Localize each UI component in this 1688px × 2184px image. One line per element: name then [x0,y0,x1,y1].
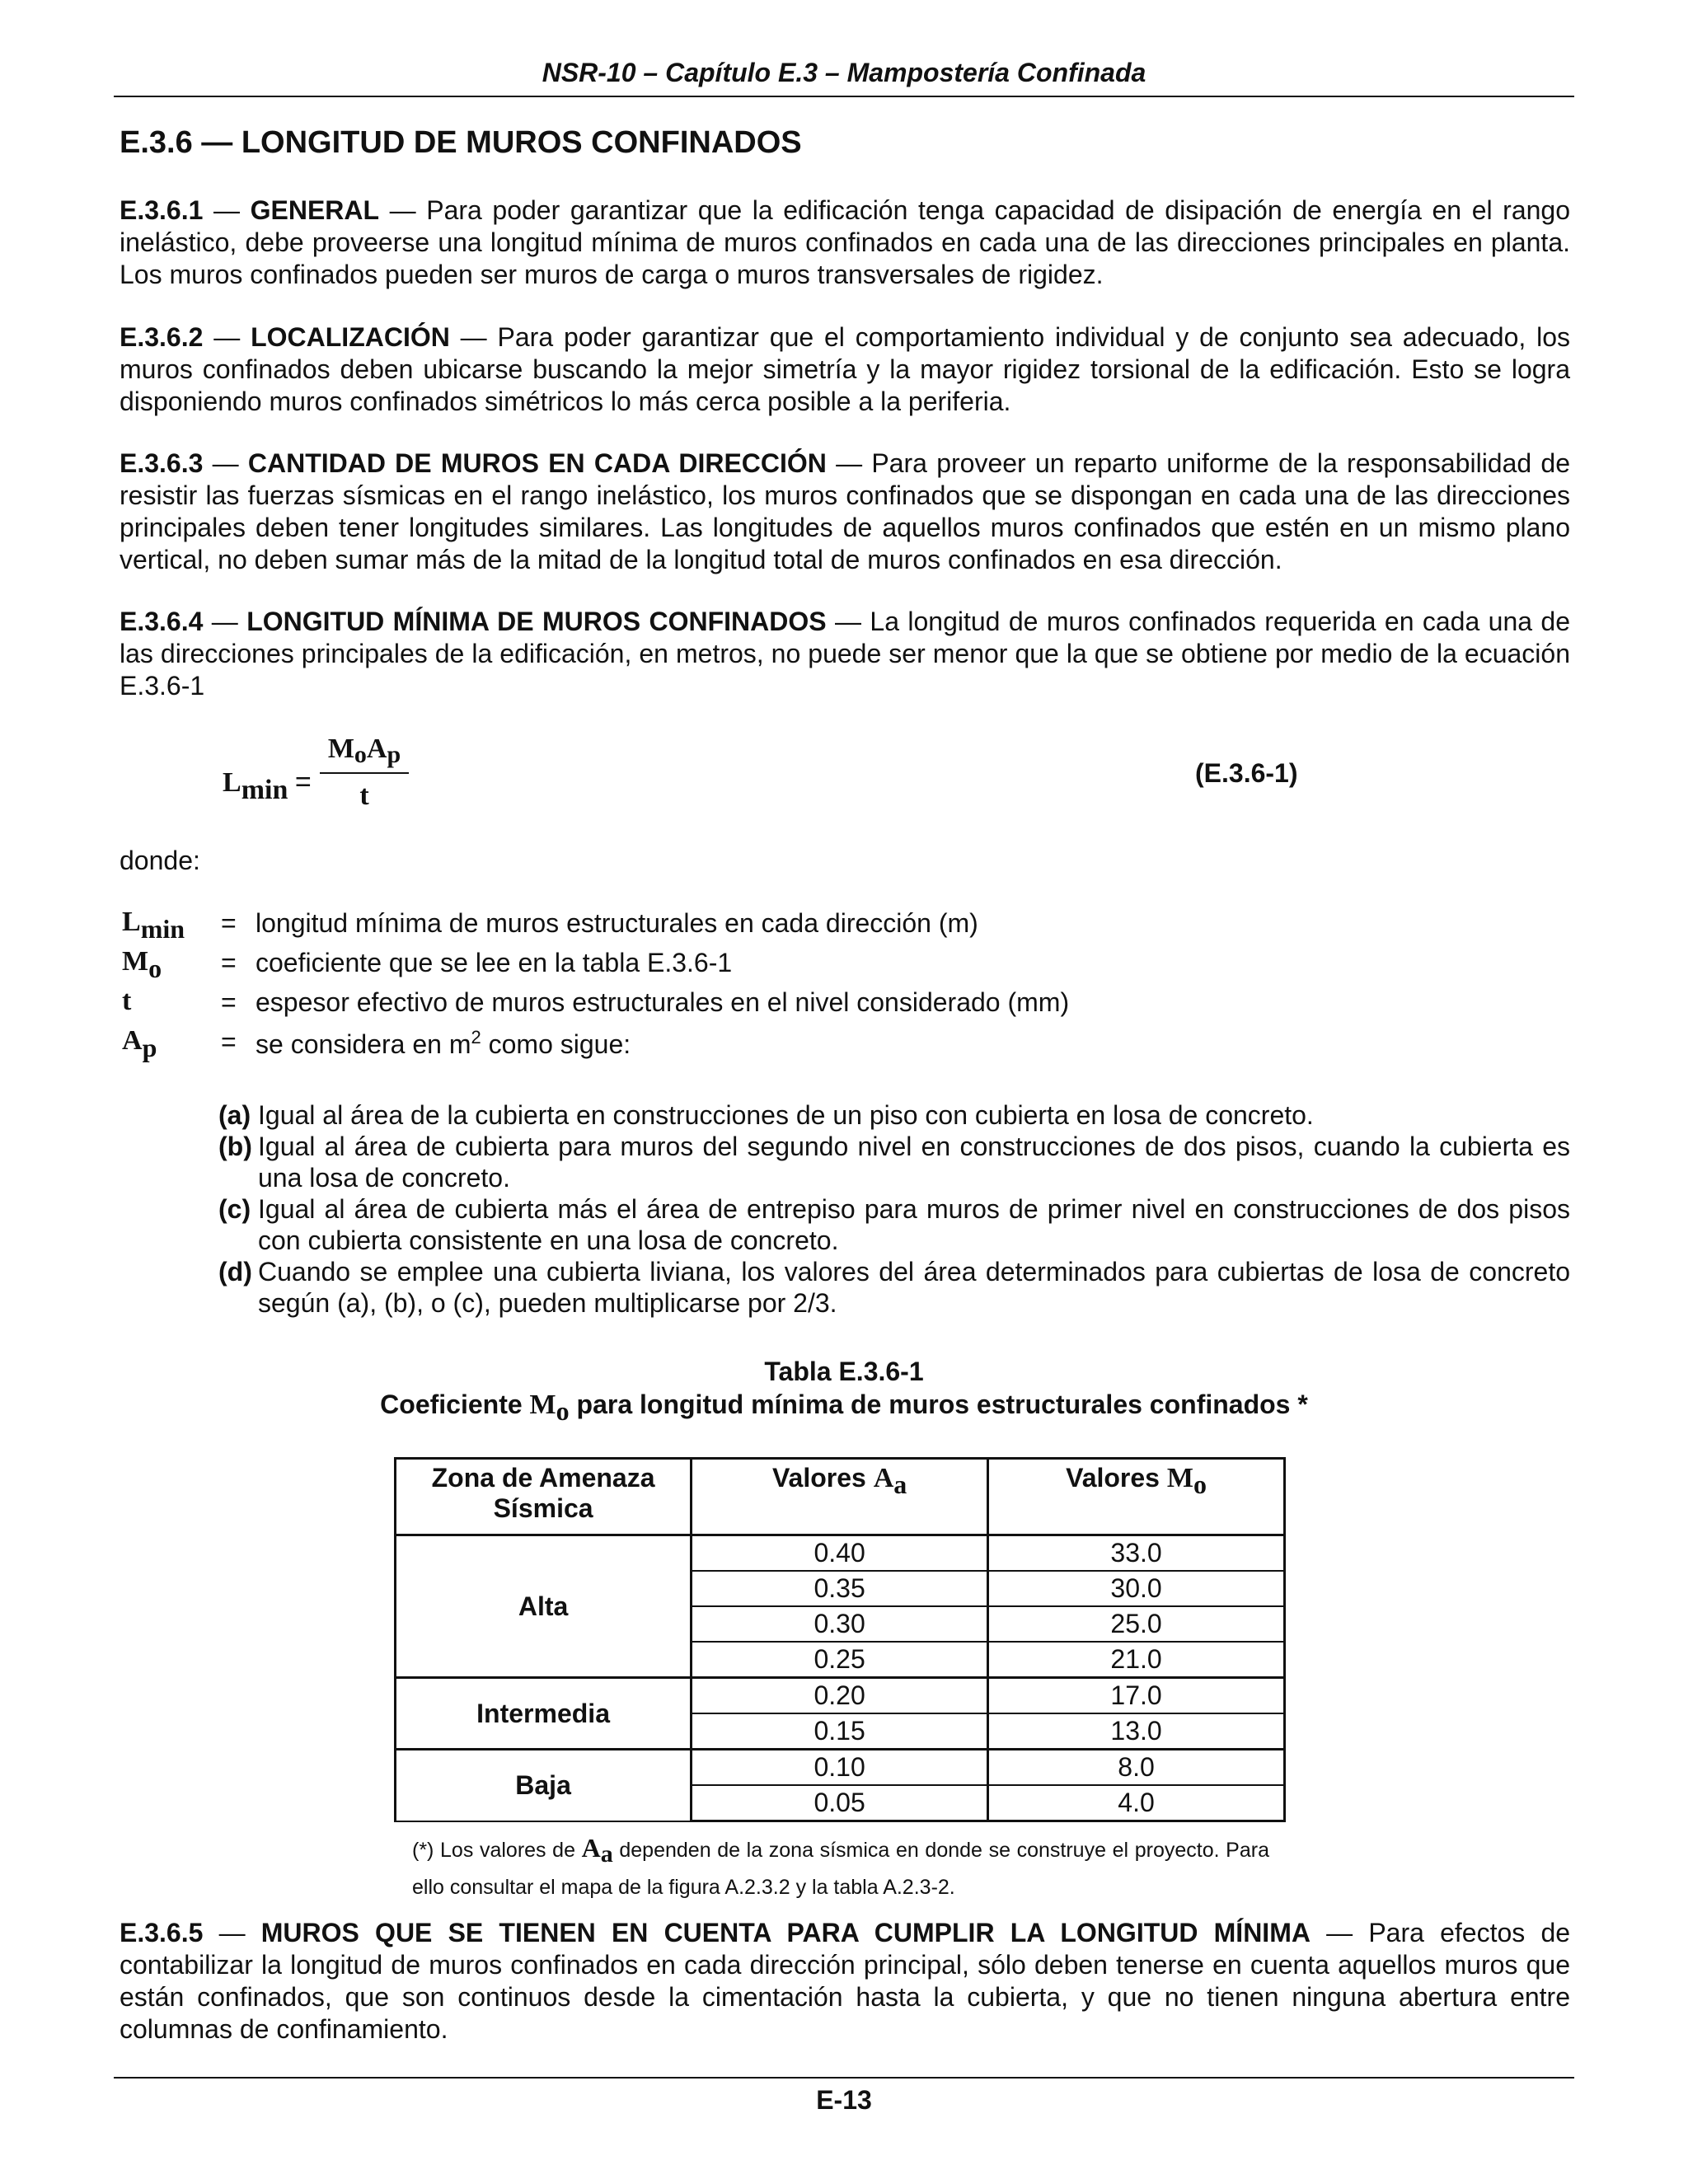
clause-heading: GENERAL [250,195,380,225]
footer-divider [114,2077,1574,2079]
fraction-numerator: $M_oA_p$ [320,733,409,774]
symbol: $A_p$ [122,1025,157,1062]
equation-number: (E.3.6-1) [1195,758,1298,788]
clause-number: E.3.6.1 [120,195,204,225]
paragraph-e-3-6-1 [120,194,1570,291]
table-row [396,1535,1285,1572]
em-dash: — [1310,1918,1369,1947]
clause-heading: LONGITUD MÍNIMA DE MUROS CONFINADOS [246,607,827,636]
mo-cell: 21.0 [988,1642,1285,1678]
symbol: $M_o$ [122,946,162,983]
mo-cell: 17.0 [988,1678,1285,1714]
column-header-aa: Valores $A_a$ [692,1459,988,1535]
symbol: $L_{min}$ [122,907,185,944]
item-label: (c) [218,1194,251,1224]
coefficient-table [394,1457,1286,1822]
aa-cell: 0.20 [692,1678,988,1714]
list-item [218,1099,1570,1131]
list-item [218,1193,1570,1256]
mo-cell: 30.0 [988,1571,1285,1606]
clause-text: Para proveer un reparto uniforme de la responsabilidad de resistir las fuerzas sísmicas en el rango inelástico, los muros confinados que se dispongan en cada una de las direcciones principales deben tener longitudes similares. Las longitudes de aquellos muros confinados que estén en un mismo plano vertical, no deben sumar más de la mitad de la longitud total de muros confinados en esa dirección. [120,448,1571,574]
item-text: Cuando se emplee una cubierta liviana, los valores del área determinados para cubiertas de losa de concreto según (a), (b), o (c), pueden multiplicarse por 2/3. [258,1257,1570,1318]
definition-text: espesor efectivo de muros estructurales en el nivel considerado (mm) [256,987,1070,1017]
zone-cell-baja: Baja [396,1750,692,1821]
paragraph-e-3-6-3 [120,448,1570,576]
clause-number: E.3.6.3 [120,448,204,478]
em-dash: — [203,448,248,478]
clause-text: Para poder garantizar que la edificación tenga capacidad de disipación de energía en el rango inelástico, debe proveerse una longitud mínima de muros confinados en cada una de las direcciones principales en planta. Los muros confinados pueden ser muros de carga o muros transversales de rigidez. [120,195,1571,289]
clause-number: E.3.6.2 [120,322,204,352]
em-dash: — [203,322,251,352]
aa-cell: 0.30 [692,1606,988,1642]
paragraph-e-3-6-4 [120,606,1570,702]
aa-cell: 0.15 [692,1713,988,1750]
symbol: t [122,986,132,1016]
mo-cell: 33.0 [988,1535,1285,1572]
em-dash: — [449,322,498,352]
item-text: Igual al área de la cubierta en construcciones de un piso con cubierta en losa de concreto. [258,1100,1314,1130]
column-header-mo: Valores $M_o$ [988,1459,1285,1535]
em-dash: — [203,195,251,225]
clause-number: E.3.6.5 [120,1918,204,1947]
em-dash: — [379,195,427,225]
clause-text: Para efectos de contabilizar la longitud de muros confinados en cada dirección principal, sólo deben tenerse en cuenta aquellos muros que están confinados, que son continuos desde la cimentación hasta la cubierta, y que no tienen ninguna abertura entre columnas de confinamiento. [120,1918,1571,2044]
aa-cell: 0.35 [692,1571,988,1606]
aa-cell: 0.25 [692,1642,988,1678]
clause-text: Para poder garantizar que el comportamiento individual y de conjunto sea adecuado, los muros confinados deben ubicarse buscando la mejor simetría y la mayor rigidez torsional de la edificación. Esto se logra disponiendo muros confinados simétricos lo más cerca posible a la periferia. [120,322,1571,416]
mo-cell: 25.0 [988,1606,1285,1642]
equation-lhs: $L_{min}$ = [223,766,312,805]
page-number: E-13 [816,2085,872,2115]
item-label: (b) [218,1132,252,1161]
aa-cell: 0.05 [692,1785,988,1821]
section-title: E.3.6 — LONGITUD DE MUROS CONFINADOS [120,125,802,160]
clause-heading: CANTIDAD DE MUROS EN CADA DIRECCIÓN [247,448,827,478]
equals-sign: = [221,987,237,1017]
definition-text: se considera en $m^2$ como sigue: [256,1027,631,1059]
item-label: (a) [218,1100,251,1130]
table-row [396,1750,1285,1786]
ap-cases-list [218,1099,1570,1319]
table-caption: Coeficiente $M_o$ para longitud mínima de muros estructurales confinados * [380,1390,1308,1426]
item-text: Igual al área de cubierta más el área de entrepiso para muros de primer nivel en construcciones de dos pisos con cubierta consistente en una losa de concreto. [258,1194,1570,1255]
aa-cell: 0.10 [692,1750,988,1786]
table-title: Tabla E.3.6-1 [764,1357,924,1386]
table-header-row [396,1459,1285,1535]
mo-cell: 8.0 [988,1750,1285,1786]
equals-sign: = [221,1027,237,1057]
table-row [396,1678,1285,1714]
paragraph-e-3-6-5 [120,1917,1570,2046]
list-item [218,1131,1570,1193]
table-footnote: (*) Los valores de $A_a$ dependen de la zona sísmica en donde se construye el proyecto. Para ello consultar el mapa de la figura A.2.3.2 y la tabla A.2.3-2. [412,1833,1269,1899]
zone-cell-intermedia: Intermedia [396,1678,692,1750]
mo-cell: 4.0 [988,1785,1285,1821]
em-dash: — [203,1918,261,1947]
em-dash: — [203,607,247,636]
equation-fraction [320,733,409,812]
page-header: NSR-10 – Capítulo E.3 – Mampostería Confinada [114,58,1574,97]
clause-heading: MUROS QUE SE TIENEN EN CUENTA PARA CUMPLIR LA LONGITUD MÍNIMA [260,1918,1311,1947]
item-label: (d) [218,1257,252,1286]
em-dash: — [826,448,872,478]
zone-cell-alta: Alta [396,1535,692,1678]
definition-text: longitud mínima de muros estructurales en cada dirección (m) [256,908,978,938]
column-header-zona: Zona de Amenaza Sísmica [396,1459,692,1535]
fraction-denominator: t [359,780,369,811]
mo-cell: 13.0 [988,1713,1285,1750]
paragraph-e-3-6-2 [120,321,1570,418]
item-text: Igual al área de cubierta para muros del segundo nivel en construcciones de dos pisos, cuando la cubierta es una losa de concreto. [258,1132,1570,1193]
em-dash: — [826,607,870,636]
list-item [218,1256,1570,1319]
donde-label: donde: [120,846,200,875]
equals-sign: = [221,908,237,938]
clause-text: La longitud de muros confinados requerida en cada una de las direcciones principales de la edificación, en metros, no puede ser menor que la que se obtiene por medio de la ecuación E.3.6-1 [120,607,1571,701]
aa-cell: 0.40 [692,1535,988,1572]
equals-sign: = [221,948,237,977]
clause-number: E.3.6.4 [120,607,204,636]
definition-text: coeficiente que se lee en la tabla E.3.6-1 [256,948,733,977]
clause-heading: LOCALIZACIÓN [251,322,450,352]
